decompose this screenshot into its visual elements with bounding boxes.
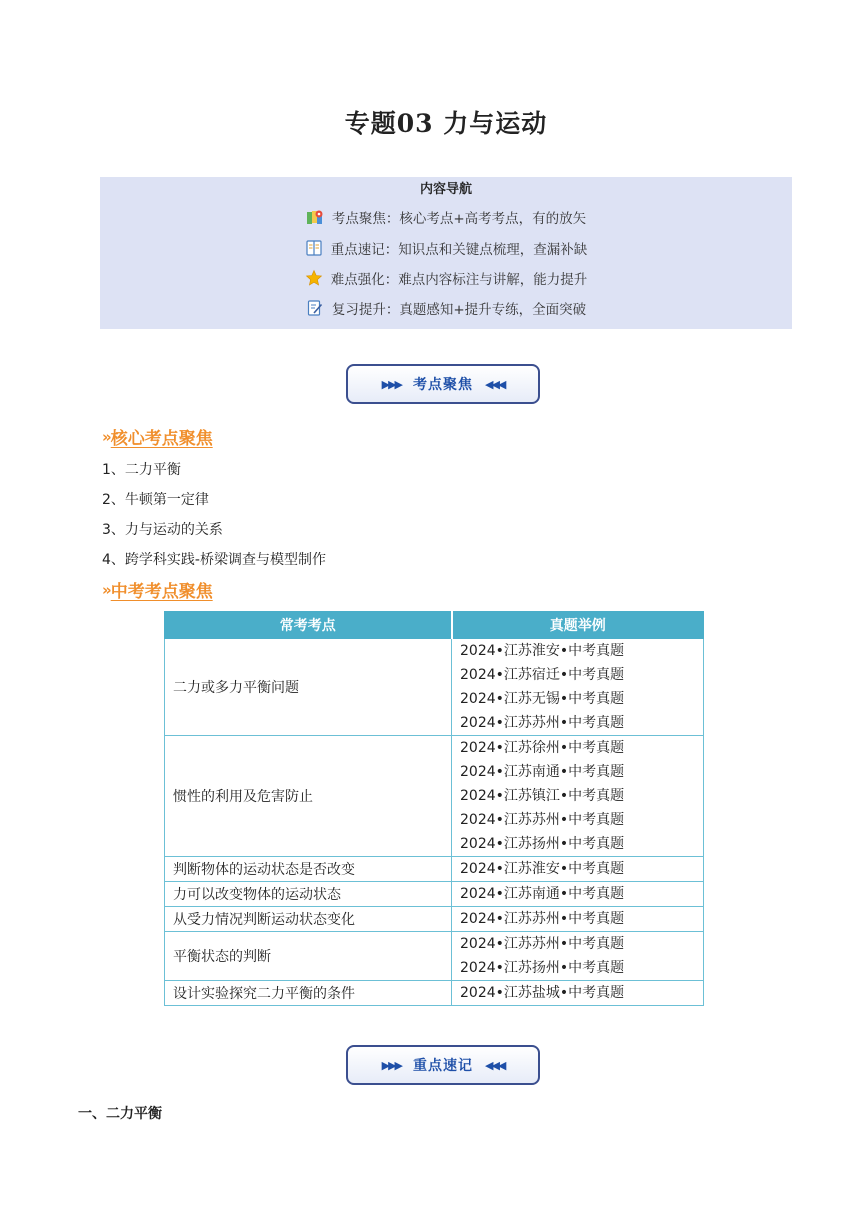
example-item: 2024•江苏镇江•中考真题: [460, 788, 625, 804]
nav-row-nandian: [100, 267, 792, 289]
nav-row-zhongdian: [100, 237, 792, 259]
examples-cell: [452, 981, 704, 1006]
examples-cell: [452, 932, 704, 981]
banner-label: 考点聚焦: [413, 377, 473, 393]
topic-cell: 平衡状态的判断: [165, 932, 452, 981]
topic-cell: 力可以改变物体的运动状态: [165, 882, 452, 907]
example-item: 2024•江苏苏州•中考真题: [460, 936, 625, 952]
examples-cell: [452, 639, 704, 736]
table-row: [165, 857, 704, 882]
example-item: 2024•江苏淮安•中考真题: [460, 643, 625, 659]
topic-cell: 二力或多力平衡问题: [165, 639, 452, 736]
table-header-row: [165, 612, 704, 639]
topic-cell: 判断物体的运动状态是否改变: [165, 857, 452, 882]
examples-cell: [452, 882, 704, 907]
list-item: 1、二力平衡: [102, 462, 181, 478]
topic-cell: 设计实验探究二力平衡的条件: [165, 981, 452, 1006]
example-item: 2024•江苏盐城•中考真题: [460, 985, 625, 1001]
nav-row-text: 难点强化：难点内容标注与讲解，能力提升: [330, 272, 588, 288]
list-item: 3、力与运动的关系: [102, 522, 223, 538]
example-item: 2024•江苏苏州•中考真题: [460, 911, 625, 927]
banner-label: 重点速记: [413, 1058, 473, 1074]
star-icon: [305, 269, 323, 287]
topic-cell: 惯性的利用及危害防止: [165, 736, 452, 857]
kaodian-banner: [346, 364, 540, 404]
book-icon: [305, 239, 323, 257]
example-item: 2024•江苏扬州•中考真题: [460, 960, 625, 976]
edit-icon: [306, 299, 324, 317]
table-row: [165, 932, 704, 981]
nav-heading: 内容导航: [419, 182, 472, 197]
nav-row-text: 考点聚焦：核心考点+高考考点，有的放矢: [331, 211, 587, 227]
double-chevron-icon: »: [102, 427, 109, 446]
example-item: 2024•江苏扬州•中考真题: [460, 836, 625, 852]
list-item: 2、牛顿第一定律: [102, 492, 209, 508]
column-header: 真题举例: [452, 612, 704, 639]
table-row: [165, 981, 704, 1006]
examples-cell: [452, 736, 704, 857]
exam-points-table: [164, 611, 704, 1006]
double-chevron-icon: »: [102, 580, 109, 599]
list-item: 4、跨学科实践-桥梁调查与模型制作: [102, 552, 326, 568]
example-item: 2024•江苏无锡•中考真题: [460, 691, 625, 707]
example-item: 2024•江苏南通•中考真题: [460, 764, 625, 780]
table-row: [165, 639, 704, 736]
zhongkao-heading: » 中考考点聚焦: [102, 580, 213, 602]
example-item: 2024•江苏徐州•中考真题: [460, 740, 625, 756]
zhongdian-banner: [346, 1045, 540, 1085]
example-item: 2024•江苏苏州•中考真题: [460, 812, 625, 828]
topic-cell: 从受力情况判断运动状态变化: [165, 907, 452, 932]
example-item: 2024•江苏南通•中考真题: [460, 886, 625, 902]
examples-cell: [452, 857, 704, 882]
table-row: [165, 907, 704, 932]
table-row: [165, 882, 704, 907]
left-arrows-icon: ◀◀◀: [485, 1058, 505, 1072]
example-item: 2024•江苏苏州•中考真题: [460, 715, 625, 731]
example-item: 2024•江苏淮安•中考真题: [460, 861, 625, 877]
map-icon: [306, 208, 324, 226]
nav-row-text: 重点速记：知识点和关键点梳理，查漏补缺: [330, 242, 588, 258]
nav-row-kaodian: [100, 206, 792, 228]
column-header: 常考考点: [165, 612, 452, 639]
example-item: 2024•江苏宿迁•中考真题: [460, 667, 625, 683]
left-arrows-icon: ◀◀◀: [485, 377, 505, 391]
right-arrows-icon: ▶▶▶: [381, 377, 401, 391]
right-arrows-icon: ▶▶▶: [381, 1058, 401, 1072]
nav-row-fuxi: [100, 297, 792, 319]
core-heading: » 核心考点聚焦: [102, 427, 213, 449]
section-heading: 一、二力平衡: [78, 1106, 162, 1122]
examples-cell: [452, 907, 704, 932]
nav-row-text: 复习提升：真题感知+提升专练，全面突破: [331, 302, 587, 318]
page-title: 专题03 力与运动: [344, 109, 548, 138]
table-row: [165, 736, 704, 857]
